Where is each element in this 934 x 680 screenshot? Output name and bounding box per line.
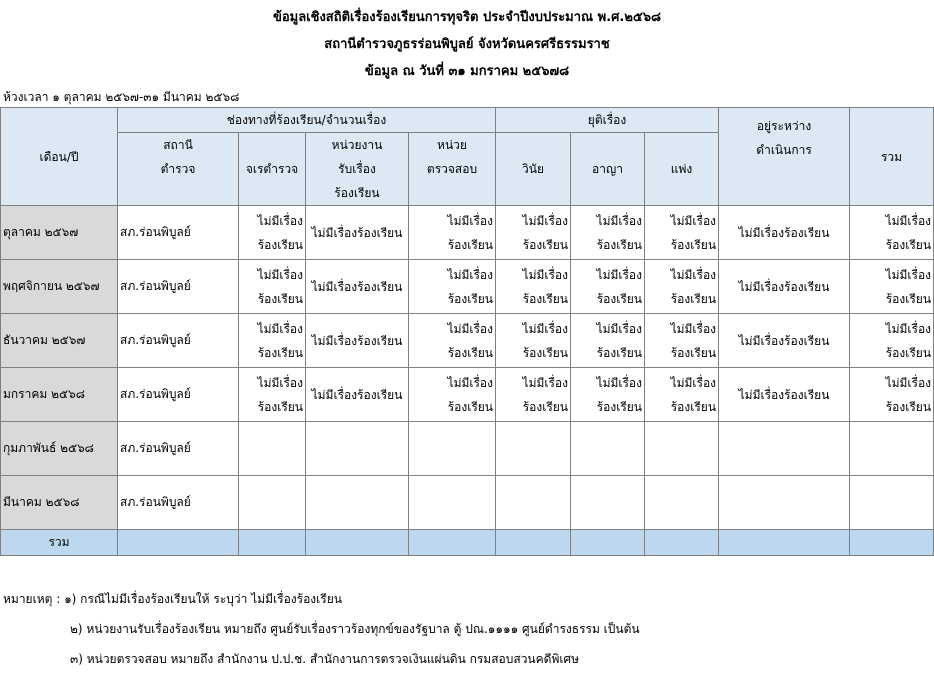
total-cell [409,530,496,556]
table-row [1,422,934,476]
header-civil: แพ่ง [645,133,719,206]
notes [3,590,640,680]
cell-inspecting-unit [409,422,496,476]
cell-criminal [571,476,645,530]
table-row [1,476,934,530]
cell-discipline: ไม่มีเรื่อง ร้องเรียน [496,368,571,422]
cell-discipline: ไม่มีเรื่อง ร้องเรียน [496,206,571,260]
title-line-1: ข้อมูลเชิงสถิติเรื่องร้องเรียนการทุจริต ประจำปีงบประมาณ พ.ศ.๒๕๖๘ [272,10,662,25]
cell-civil [645,476,719,530]
cell-discipline [496,422,571,476]
header-concluded-group: ยุติเรื่อง [496,108,719,133]
cell-total: ไม่มีเรื่อง ร้องเรียน [850,260,934,314]
total-cell [719,530,850,556]
cell-month: พฤศจิกายน ๒๕๖๗ [1,260,118,314]
total-cell [118,530,239,556]
cell-pending [719,422,850,476]
cell-total: ไม่มีเรื่อง ร้องเรียน [850,206,934,260]
cell-civil: ไม่มีเรื่อง ร้องเรียน [645,314,719,368]
total-cell [306,530,409,556]
cell-police-chief: ไม่มีเรื่อง ร้องเรียน [239,368,306,422]
cell-civil: ไม่มีเรื่อง ร้องเรียน [645,206,719,260]
total-cell [850,530,934,556]
cell-civil [645,422,719,476]
cell-total [850,476,934,530]
cell-pending [719,476,850,530]
cell-station: สภ.ร่อนพิบูลย์ [118,206,239,260]
cell-police-chief [239,476,306,530]
cell-receiving-unit: ไม่มีเรื่องร้องเรียน [306,368,409,422]
header-total: รวม [850,108,934,206]
total-cell [645,530,719,556]
header-criminal: อาญา [571,133,645,206]
cell-pending: ไม่มีเรื่องร้องเรียน [719,314,850,368]
cell-criminal [571,422,645,476]
cell-criminal: ไม่มีเรื่อง ร้องเรียน [571,260,645,314]
cell-month: มกราคม ๒๕๖๘ [1,368,118,422]
title-line-3: ข้อมูล ณ วันที่ ๓๑ มกราคม ๒๕๖๗๘ [364,64,570,79]
title-line-2: สถานีตำรวจภูธรร่อนพิบูลย์ จังหวัดนครศรีธรรมราช [324,37,610,52]
cell-station: สภ.ร่อนพิบูลย์ [118,368,239,422]
cell-criminal: ไม่มีเรื่อง ร้องเรียน [571,206,645,260]
header-police-chief: จเรตำรวจ [239,133,306,206]
cell-receiving-unit: ไม่มีเรื่องร้องเรียน [306,260,409,314]
cell-month: กุมภาพันธ์ ๒๕๖๘ [1,422,118,476]
cell-station: สภ.ร่อนพิบูลย์ [118,422,239,476]
cell-month: ธันวาคม ๒๕๖๗ [1,314,118,368]
cell-criminal: ไม่มีเรื่อง ร้องเรียน [571,314,645,368]
cell-total [850,422,934,476]
cell-inspecting-unit [409,476,496,530]
header-inspecting-unit: หน่วย ตรวจสอบ [409,133,496,206]
cell-station: สภ.ร่อนพิบูลย์ [118,314,239,368]
cell-month: มีนาคม ๒๕๖๘ [1,476,118,530]
total-row [1,530,934,556]
cell-pending: ไม่มีเรื่องร้องเรียน [719,260,850,314]
cell-receiving-unit [306,476,409,530]
header-month: เดือน/ปี [1,108,118,206]
cell-station: สภ.ร่อนพิบูลย์ [118,476,239,530]
cell-police-chief: ไม่มีเรื่อง ร้องเรียน [239,314,306,368]
note-2: ๒) หน่วยงานรับเรื่องร้องเรียน หมายถึง ศูนย์รับเรื่องราวร้องทุกข์ของรัฐบาล ตู้ ปณ.๑๑๑๑ ศูนย์ดำรงธรรม เป็นต้น [70,622,640,636]
total-row-label: รวม [1,530,118,556]
table-row [1,314,934,368]
cell-civil: ไม่มีเรื่อง ร้องเรียน [645,368,719,422]
cell-discipline [496,476,571,530]
header-pending: อยู่ระหว่าง ดำเนินการ [719,108,850,206]
total-cell [239,530,306,556]
table-row [1,260,934,314]
table-row [1,368,934,422]
cell-total: ไม่มีเรื่อง ร้องเรียน [850,368,934,422]
total-cell [571,530,645,556]
note-1: หมายเหตุ : ๑) กรณีไม่มีเรื่องร้องเรียนให้ ระบุว่า ไม่มีเรื่องร้องเรียน [3,592,342,606]
cell-inspecting-unit: ไม่มีเรื่อง ร้องเรียน [409,368,496,422]
cell-pending: ไม่มีเรื่องร้องเรียน [719,206,850,260]
cell-receiving-unit: ไม่มีเรื่องร้องเรียน [306,314,409,368]
cell-pending: ไม่มีเรื่องร้องเรียน [719,368,850,422]
report-titles [0,4,934,85]
header-receiving-unit: หน่วยงาน รับเรื่อง ร้องเรียน [306,133,409,206]
header-channels-group: ช่องทางที่ร้องเรียน/จำนวนเรื่อง [118,108,496,133]
header-discipline: วินัย [496,133,571,206]
header-station: สถานี ตำรวจ [118,133,239,206]
complaint-statistics-table [0,107,934,556]
cell-discipline: ไม่มีเรื่อง ร้องเรียน [496,260,571,314]
cell-civil: ไม่มีเรื่อง ร้องเรียน [645,260,719,314]
cell-police-chief [239,422,306,476]
cell-inspecting-unit: ไม่มีเรื่อง ร้องเรียน [409,260,496,314]
cell-police-chief: ไม่มีเรื่อง ร้องเรียน [239,260,306,314]
cell-discipline: ไม่มีเรื่อง ร้องเรียน [496,314,571,368]
cell-receiving-unit [306,422,409,476]
total-cell [496,530,571,556]
cell-inspecting-unit: ไม่มีเรื่อง ร้องเรียน [409,314,496,368]
cell-police-chief: ไม่มีเรื่อง ร้องเรียน [239,206,306,260]
cell-receiving-unit: ไม่มีเรื่องร้องเรียน [306,206,409,260]
cell-criminal: ไม่มีเรื่อง ร้องเรียน [571,368,645,422]
note-3: ๓) หน่วยตรวจสอบ หมายถึง สำนักงาน ป.ป.ช. สำนักงานการตรวจเงินแผ่นดิน กรมสอบสวนคดีพิเศษ [70,652,579,666]
cell-inspecting-unit: ไม่มีเรื่อง ร้องเรียน [409,206,496,260]
cell-total: ไม่มีเรื่อง ร้องเรียน [850,314,934,368]
cell-month: ตุลาคม ๒๕๖๗ [1,206,118,260]
period-label: ห้วงเวลา ๑ ตุลาคม ๒๕๖๗-๓๑ มีนาคม ๒๕๖๘ [3,90,240,104]
cell-station: สภ.ร่อนพิบูลย์ [118,260,239,314]
table-row [1,206,934,260]
